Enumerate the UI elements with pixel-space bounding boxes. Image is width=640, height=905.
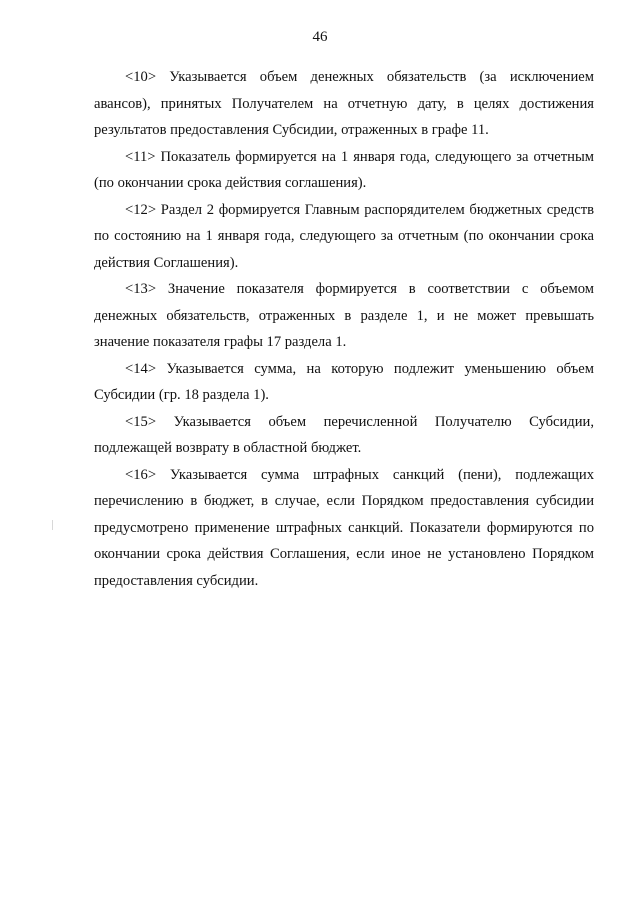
footnote-12: [94, 197, 594, 277]
footnote-marker: <16>: [125, 466, 157, 483]
footnote-text: Значение показателя формируется в соответствии с объемом денежных обязательств, отраженных в разделе 1, и не может превышать значение показателя графы 17 раздела 1.: [94, 281, 594, 350]
footnotes-block: [94, 64, 594, 594]
footnote-15: [94, 409, 594, 462]
footnote-text: Указывается сумма штрафных санкций (пени), подлежащих перечислению в бюджет, в случае, если Порядком предоставления субсидии предусмотрено применение штрафных санкций. Показатели формируются по окончании срока действия Соглашения, если иное не установлено Порядком предоставления субсидии.: [94, 466, 594, 589]
footnote-text: Указывается сумма, на которую подлежит уменьшению объем Субсидии (гр. 18 раздела 1).: [94, 360, 594, 403]
footnote-marker: <13>: [125, 281, 157, 297]
footnote-marker: <14>: [125, 360, 157, 377]
footnote-text: Указывается объем денежных обязательств (за исключением авансов), принятых Получателем на отчетную дату, в целях достижения результатов предоставления Субсидии, отраженных в графе 11.: [94, 69, 594, 138]
page-number: 46: [312, 29, 328, 45]
footnote-14: [94, 356, 594, 409]
footnote-text: Раздел 2 формируется Главным распорядителем бюджетных средств по состоянию на 1 января года, следующего за отчетным (по окончании срока действия Соглашения).: [94, 201, 594, 271]
footnote-11: [94, 144, 594, 197]
footnote-marker: <15>: [125, 413, 157, 430]
footnote-marker: <11>: [125, 148, 156, 165]
footnote-10: [94, 64, 594, 144]
footnote-16: [94, 462, 594, 595]
footnote-text: Показатель формируется на 1 января года, следующего за отчетным (по окончании срока действия соглашения).: [94, 148, 594, 191]
footnote-13: [94, 276, 594, 356]
footnote-marker: <12>: [125, 201, 157, 218]
footnote-marker: <10>: [125, 69, 157, 85]
margin-mark: [52, 520, 53, 530]
footnote-text: Указывается объем перечисленной Получателю Субсидии, подлежащей возврату в областной бюджет.: [94, 413, 594, 456]
